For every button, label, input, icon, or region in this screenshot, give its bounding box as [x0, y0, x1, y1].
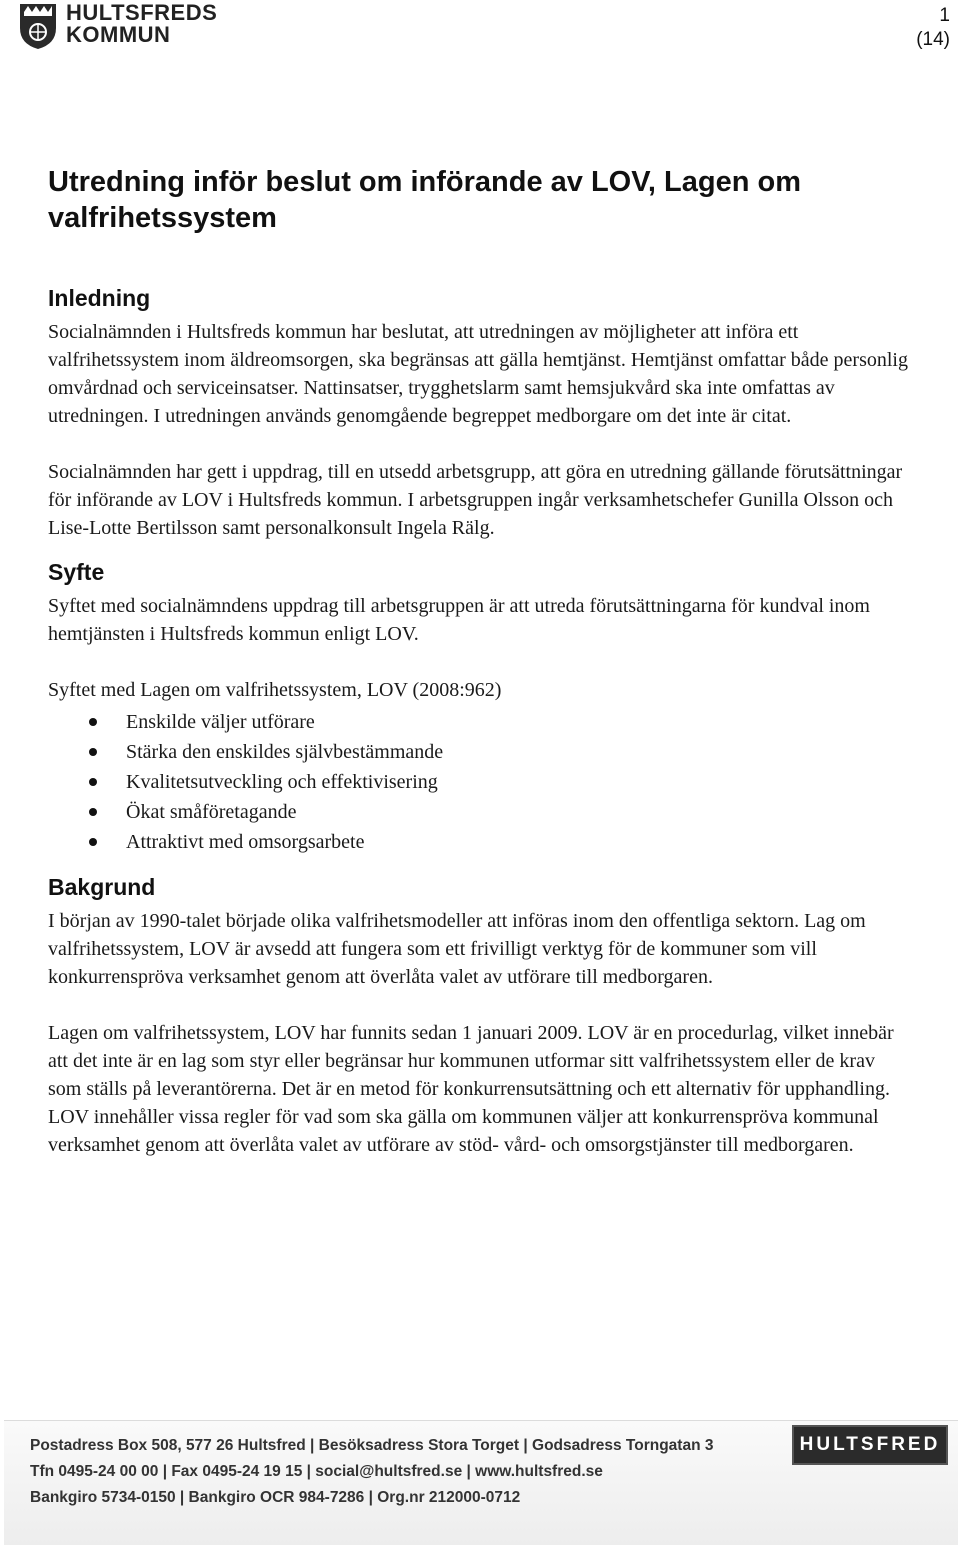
page-number: 1: [939, 5, 950, 26]
paragraph-inledning-1: Socialnämnden i Hultsfreds kommun har beslutat, att utredningen av möjligheter att införa ett valfrihetssystem inom äldreomsorgen, ska begränsas att gälla hemtjänst. Hemtjänst omfattar både personlig omvårdnad och serviceinsatser. Nattinsatser, trygghetslarm samt hemsjukvård ska inte omfattas av utredningen. I utredningen används genomgående begreppet medborgare om det inte är citat.: [48, 321, 908, 427]
heading-bakgrund: Bakgrund: [48, 874, 156, 900]
document-title: Utredning inför beslut om införande av LOV, Lagen om valfrihetssystem: [48, 166, 801, 234]
document-body: [48, 164, 908, 1159]
page-total: (14): [916, 29, 950, 50]
page-footer: [4, 1420, 958, 1545]
footer-address: Postadress Box 508, 577 26 Hultsfred | Besöksadress Stora Torget | Godsadress Torngatan 3: [30, 1437, 714, 1454]
municipality-logo: [18, 2, 217, 50]
logo-line-2: KOMMUN: [66, 22, 171, 47]
paragraph-syfte-1: Syftet med socialnämndens uppdrag till arbetsgruppen är att utreda förutsättningarna för kundval inom hemtjänsten i Hultsfreds kommun enligt LOV.: [48, 595, 870, 645]
page-counter: [916, 4, 950, 52]
footer-contact: Tfn 0495-24 00 00 | Fax 0495-24 19 15 | social@hultsfred.se | www.hultsfred.se: [30, 1463, 603, 1480]
paragraph-inledning-2: Socialnämnden har gett i uppdrag, till en utsedd arbetsgrupp, att göra en utredning gällande förutsättningar för införande av LOV i Hultsfreds kommun. I arbetsgruppen ingår verksamhetschefer Gunilla Olsson och Lise-Lotte Bertilsson samt personalkonsult Ingela Rälg.: [48, 461, 903, 539]
paragraph-syfte-2: Syftet med Lagen om valfrihetssystem, LOV (2008:962): [48, 679, 502, 701]
footer-bank: Bankgiro 5734-0150 | Bankgiro OCR 984-7286 | Org.nr 212000-0712: [30, 1489, 521, 1506]
coat-of-arms-icon: [18, 2, 58, 50]
list-item: Attraktivt med omsorgsarbete: [48, 827, 908, 857]
list-item: Kvalitetsutveckling och effektivisering: [48, 767, 908, 797]
purpose-list: [48, 707, 908, 857]
logo-line-1: HULTSFREDS: [66, 0, 218, 25]
paragraph-bakgrund-2: Lagen om valfrihetssystem, LOV har funnits sedan 1 januari 2009. LOV är en procedurlag, vilket innebär att det inte är en lag som styr eller begränsar hur kommunen utformar sitt valfrihetssystem eller de krav som ställs på leverantörerna. Det är en metod för konkurrensutsättning och ett alternativ för upphandling. LOV innehåller vissa regler för vad som ska gälla om kommunen väljer att konkurrenspröva kommunal verksamhet genom att överlåta valet av utförare av stöd- vård- och omsorgstjänster till medborgaren.: [48, 1022, 894, 1156]
brand-logo: HULTSFRED: [792, 1425, 948, 1465]
list-item: Ökat småföretagande: [48, 797, 908, 827]
paragraph-bakgrund-1: I början av 1990-talet började olika valfrihetsmodeller att införas inom den offentliga sektorn. Lag om valfrihetssystem, LOV är avsedd att fungera som ett frivilligt verktyg för de kommuner som vill konkurrenspröva verksamhet genom att överlåta valet av utförare till medborgaren.: [48, 910, 866, 988]
list-item: Enskilde väljer utförare: [48, 707, 908, 737]
list-item: Stärka den enskildes självbestämmande: [48, 737, 908, 767]
heading-syfte: Syfte: [48, 559, 105, 585]
heading-inledning: Inledning: [48, 285, 151, 311]
